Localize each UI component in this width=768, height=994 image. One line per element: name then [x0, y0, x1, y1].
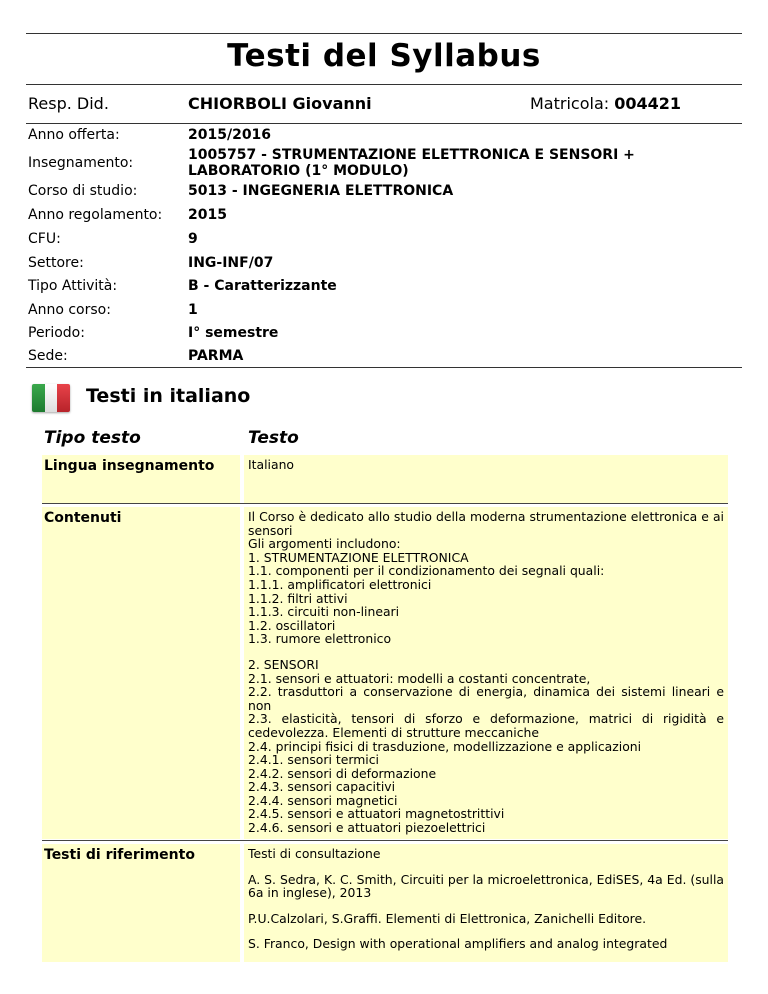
- info-rule: [26, 367, 742, 368]
- info-value: 1005757 - STRUMENTAZIONE ELETTRONICA E SENSORI + LABORATORIO (1° MODULO): [188, 147, 635, 179]
- contenuti-line: 1.1.2. filtri attivi: [248, 590, 348, 606]
- row-label: Contenuti: [42, 507, 240, 839]
- contenuti-line: 2.3. elasticità, tensori di sforzo e deformazione, matrici di rigidità e cedevolezza. Elementi di strutture meccaniche: [248, 711, 724, 740]
- row-text: [244, 507, 728, 839]
- page-title: Testi del Syllabus: [227, 38, 541, 74]
- row-divider: [42, 503, 728, 504]
- info-label: Settore:: [28, 255, 84, 271]
- info-value: 2015: [188, 207, 227, 223]
- info-label: Anno regolamento:: [28, 207, 163, 223]
- info-label: CFU:: [28, 231, 61, 247]
- contenuti-line: 1.1. componenti per il condizionamento dei segnali quali:: [248, 563, 605, 579]
- row-text: [244, 844, 728, 962]
- contenuti-line: 2. SENSORI: [248, 656, 319, 672]
- info-value: I° semestre: [188, 325, 279, 341]
- lingua-text: Italiano: [248, 457, 295, 472]
- column-header-testo: Testo: [248, 428, 299, 448]
- contenuti-line: 1.2. oscillatori: [248, 617, 336, 633]
- contenuti-line: 2.4.3. sensori capacitivi: [248, 779, 396, 795]
- contenuti-para-2: [248, 658, 724, 835]
- contenuti-line: 2.4.5. sensori e attuatori magnetostrittivi: [248, 806, 505, 822]
- row-label: Lingua insegnamento: [42, 455, 240, 503]
- row-divider: [42, 840, 728, 841]
- top-rule: [26, 33, 742, 34]
- info-label: Anno corso:: [28, 302, 111, 318]
- column-header-tipo: Tipo testo: [44, 428, 141, 448]
- info-label: Tipo Attività:: [28, 278, 118, 294]
- resp-rule: [26, 123, 742, 124]
- title-rule: [26, 84, 742, 85]
- contenuti-line: Il Corso è dedicato allo studio della moderna strumentazione elettronica e ai sensori: [248, 509, 724, 538]
- contenuti-line: 2.4.2. sensori di deformazione: [248, 765, 437, 781]
- contenuti-line: 1. STRUMENTAZIONE ELETTRONICA: [248, 549, 469, 565]
- info-value: B - Caratterizzante: [188, 278, 337, 294]
- info-value: 2015/2016: [188, 127, 272, 143]
- row-label: Testi di riferimento: [42, 844, 240, 962]
- contenuti-line: 1.3. rumore elettronico: [248, 631, 392, 647]
- info-value: ING-INF/07: [188, 255, 274, 271]
- contenuti-para-1: [248, 510, 724, 646]
- testi-p2: A. S. Sedra, K. C. Smith, Circuiti per la microelettronica, EdiSES, 4a Ed. (sulla 6a in inglese), 2013: [248, 871, 724, 901]
- row-text: [244, 455, 728, 503]
- matricola: [530, 94, 681, 113]
- info-value: PARMA: [188, 348, 244, 364]
- testi-p4: S. Franco, Design with operational amplifiers and analog integrated: [248, 936, 668, 952]
- matricola-label: Matricola:: [530, 94, 610, 113]
- resp-label: Resp. Did.: [28, 94, 109, 113]
- contenuti-line: 2.2. trasduttori a conservazione di energia, dinamica dei sistemi lineari e non: [248, 684, 724, 713]
- info-label: Insegnamento:: [28, 155, 134, 171]
- contenuti-line: 2.1. sensori e attuatori: modelli a costanti concentrate,: [248, 670, 591, 686]
- italian-flag-icon: [32, 384, 70, 412]
- info-value: 1: [188, 302, 198, 318]
- matricola-value: 004421: [614, 94, 682, 113]
- contenuti-line: 2.4. principi fisici di trasduzione, modellizzazione e applicazioni: [248, 738, 642, 754]
- info-value: 9: [188, 231, 198, 247]
- contenuti-line: 2.4.1. sensori termici: [248, 752, 379, 768]
- section-title: Testi in italiano: [86, 385, 251, 407]
- info-label: Anno offerta:: [28, 127, 120, 143]
- info-value: 5013 - INGEGNERIA ELETTRONICA: [188, 183, 454, 199]
- resp-name: CHIORBOLI Giovanni: [188, 94, 372, 113]
- info-label: Sede:: [28, 348, 68, 364]
- testi-p3: P.U.Calzolari, S.Graffi. Elementi di Elettronica, Zanichelli Editore.: [248, 910, 647, 926]
- testi-p1: Testi di consultazione: [248, 846, 381, 861]
- contenuti-line: 2.4.4. sensori magnetici: [248, 792, 398, 808]
- info-label: Periodo:: [28, 325, 85, 341]
- contenuti-line: Gli argomenti includono:: [248, 536, 401, 552]
- info-label: Corso di studio:: [28, 183, 138, 199]
- contenuti-line: 1.1.3. circuiti non-lineari: [248, 604, 400, 620]
- contenuti-line: 2.4.6. sensori e attuatori piezoelettrici: [248, 820, 486, 836]
- contenuti-line: 1.1.1. amplificatori elettronici: [248, 576, 432, 592]
